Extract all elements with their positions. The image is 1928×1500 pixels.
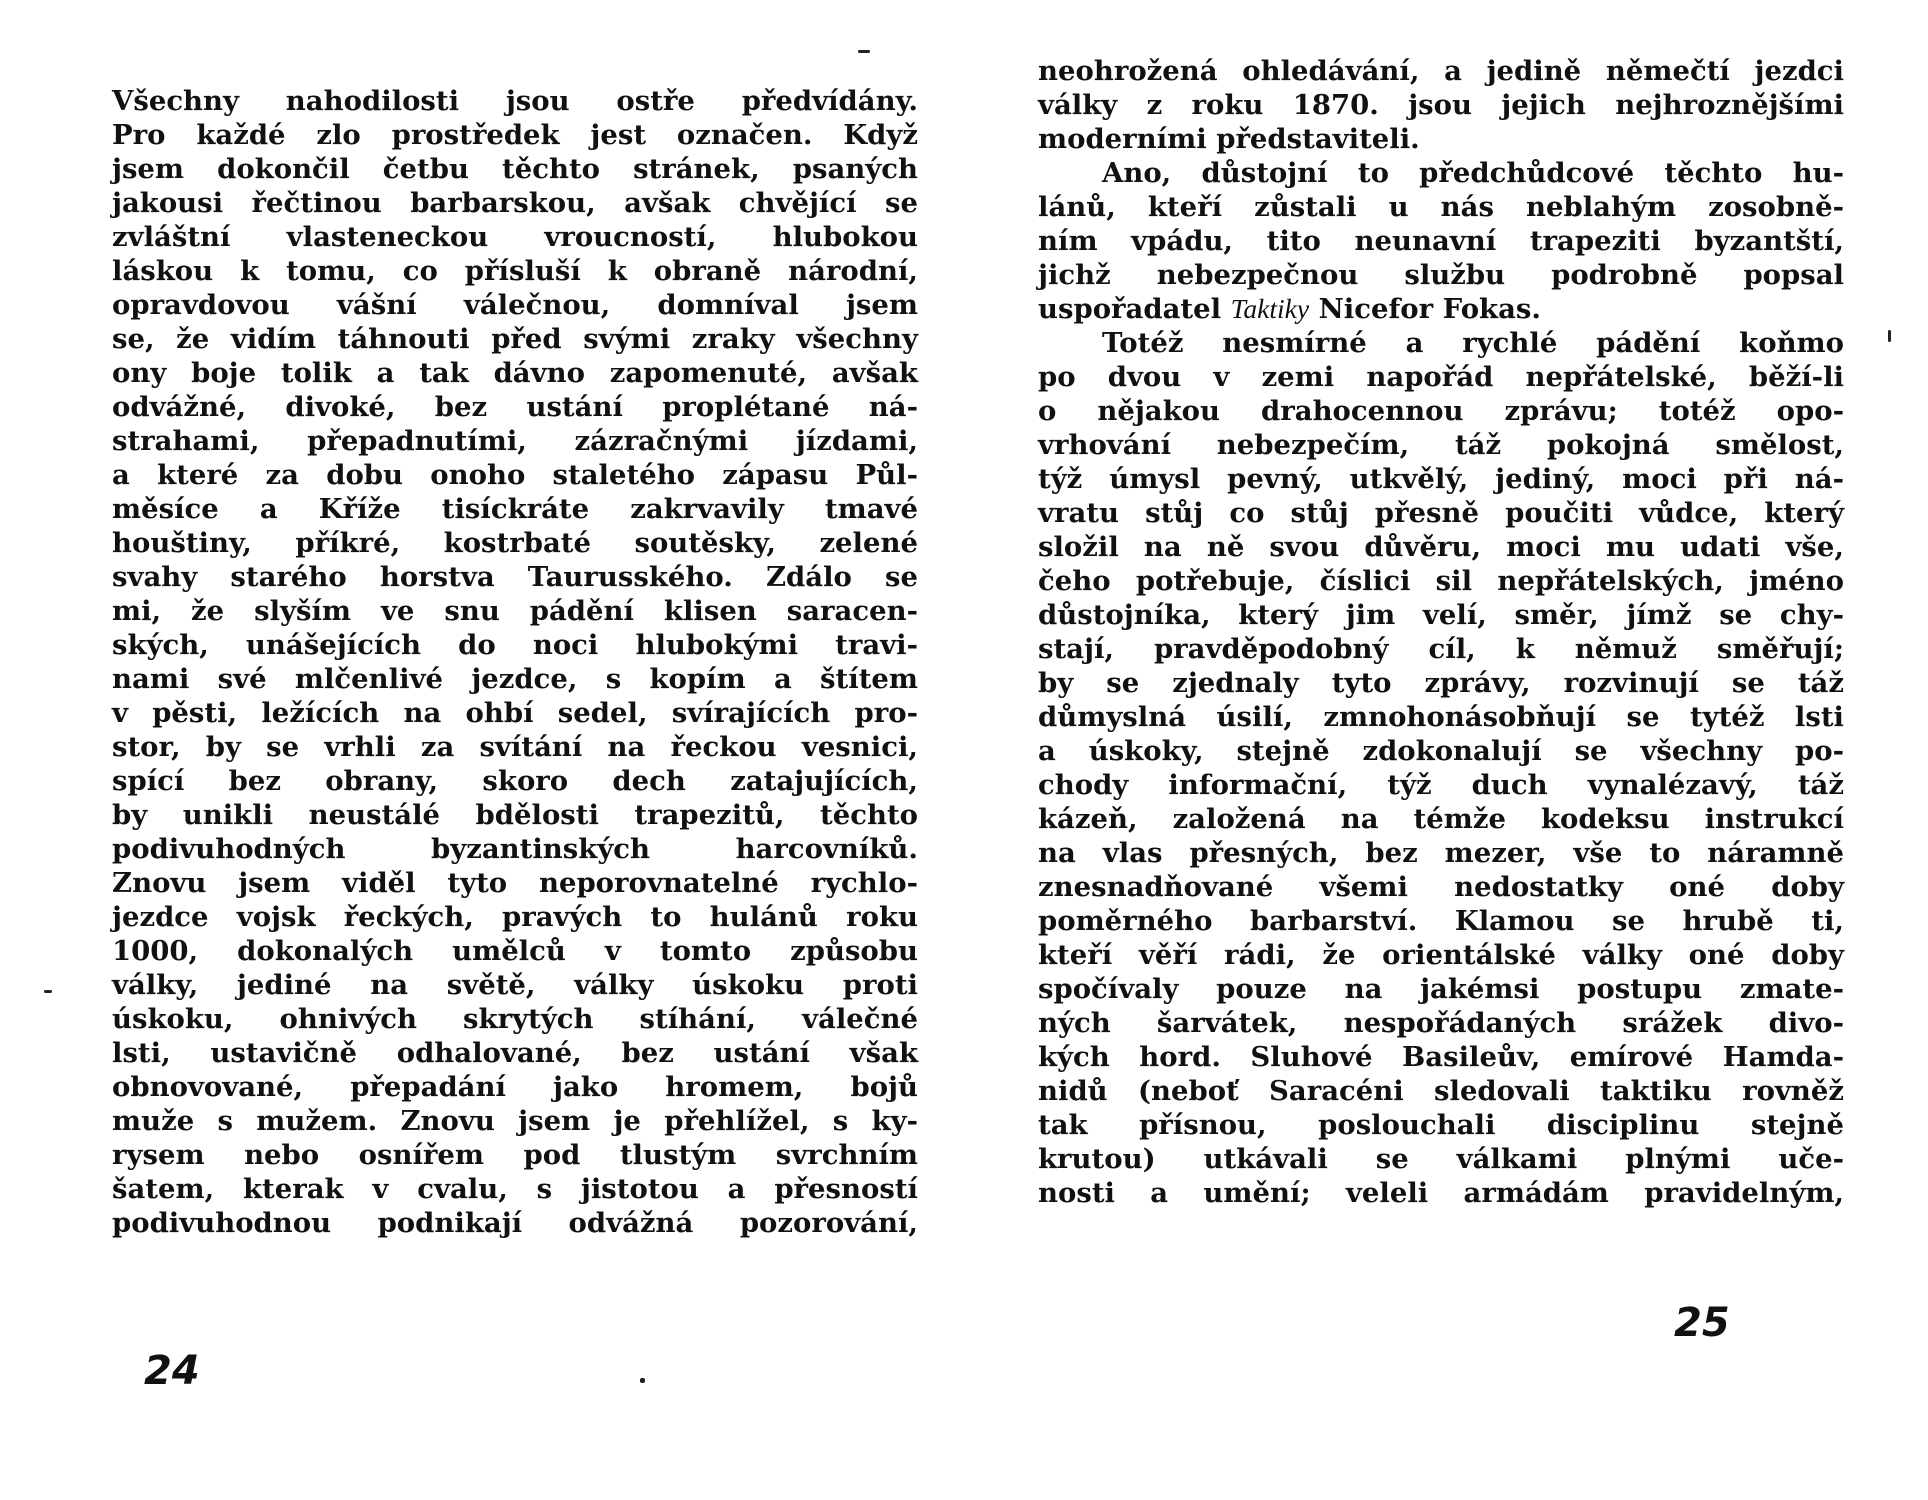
- text-line: ním vpádu, tito neunavní trapeziti byzantští,: [1038, 225, 1844, 257]
- text-line: jakousi řečtinou barbarskou, avšak chvějící se: [112, 187, 918, 219]
- text-line: války, jediné na světě, války úskoku proti: [112, 969, 918, 1001]
- text-line: mi, že slyším ve snu pádění klisen saracen-: [112, 595, 918, 627]
- text-line: kteří věří rádi, že orientálské války oné doby: [1038, 939, 1844, 971]
- text-line: moderními představiteli.: [1038, 123, 1420, 155]
- text-line: jichž nebezpečnou službu podrobně popsal: [1038, 259, 1844, 291]
- text-line: po dvou v zemi napořád nepřátelské, běží-li: [1038, 361, 1844, 393]
- left-page-text: [112, 84, 918, 1240]
- scan-speck: [44, 990, 52, 993]
- text-line: lánů, kteří zůstali u nás neblahým zosobně-: [1038, 191, 1844, 223]
- text-line: stor, by se vrhli za svítání na řeckou vesnici,: [112, 731, 918, 763]
- text-line: jezdce vojsk řeckých, pravých to hulánů roku: [112, 901, 918, 933]
- text-line: podivuhodných byzantinských harcovníků.: [112, 833, 918, 865]
- page-number-right: 25: [1674, 1300, 1730, 1346]
- text-line: v pěsti, ležících na ohbí sedel, svírajících pro-: [112, 697, 918, 729]
- text-line: úskoku, ohnivých skrytých stíhání, válečné: [112, 1003, 918, 1035]
- text-segment: Nicefor Fokas.: [1309, 293, 1541, 325]
- text-line: důstojníka, který jim velí, směr, jímž se chy-: [1038, 599, 1844, 631]
- text-line: znesnadňované všemi nedostatky oné doby: [1038, 871, 1844, 903]
- text-line: chody informační, týž duch vynalézavý, táž: [1038, 769, 1844, 801]
- text-segment: uspořadatel: [1038, 293, 1231, 325]
- text-line: 1000, dokonalých umělců v tomto způsobu: [112, 935, 918, 967]
- text-line: muže s mužem. Znovu jsem je přehlížel, s ky-: [112, 1105, 918, 1137]
- text-line: rysem nebo osnířem pod tlustým svrchním: [112, 1139, 918, 1171]
- text-line: nami své mlčenlivé jezdce, s kopím a štítem: [112, 663, 918, 695]
- text-line: spočívaly pouze na jakémsi postupu zmate-: [1038, 973, 1844, 1005]
- text-line: o nějakou drahocennou zprávu; totéž opo-: [1038, 395, 1844, 427]
- text-line: krutou) utkávali se válkami plnými uče-: [1038, 1143, 1844, 1175]
- text-line: a které za dobu onoho staletého zápasu Půl-: [112, 459, 918, 491]
- text-line: čeho potřebuje, číslici sil nepřátelských, jméno: [1038, 565, 1844, 597]
- text-line: šatem, kterak v cvalu, s jistotou a přesností: [112, 1173, 918, 1205]
- text-line: podivuhodnou podnikají odvážná pozorování,: [112, 1207, 918, 1239]
- text-line: na vlas přesných, bez mezer, vše to náramně: [1038, 837, 1844, 869]
- text-line: stají, pravděpodobný cíl, k němuž směřují;: [1038, 633, 1844, 665]
- scan-speck: [640, 1378, 645, 1383]
- text-line: Ano, důstojní to předchůdcové těchto hu-: [1102, 157, 1844, 189]
- text-line: houštiny, příkré, kostrbaté soutěsky, zelené: [112, 527, 918, 559]
- text-line: Totéž nesmírné a rychlé pádění koňmo: [1102, 327, 1844, 359]
- text-line: [1038, 292, 1844, 326]
- right-page-text: [1038, 54, 1844, 1210]
- text-line: lsti, ustavičně odhalované, bez ustání však: [112, 1037, 918, 1069]
- text-line: Všechny nahodilosti jsou ostře předvídány.: [112, 85, 918, 117]
- text-line: ony boje tolik a tak dávno zapomenuté, avšak: [112, 357, 918, 389]
- text-line: láskou k tomu, co přísluší k obraně národní,: [112, 255, 918, 287]
- text-line: se, že vidím táhnouti před svými zraky všechny: [112, 323, 918, 355]
- text-line: měsíce a Kříže tisíckráte zakrvavily tmavé: [112, 493, 918, 525]
- text-line: ných šarvátek, nespořádaných srážek divo-: [1038, 1007, 1844, 1039]
- page-number-left: 24: [144, 1348, 200, 1394]
- text-line: Pro každé zlo prostředek jest označen. Když: [112, 119, 918, 151]
- text-line: obnovované, přepadání jako hromem, bojů: [112, 1071, 918, 1103]
- text-line: odvážné, divoké, bez ustání proplétané ná-: [112, 391, 918, 423]
- text-line: války z roku 1870. jsou jejich nejhroznějšími: [1038, 89, 1844, 121]
- scan-speck: [858, 50, 870, 53]
- text-line: kých hord. Sluhové Basileův, emírové Hamda-: [1038, 1041, 1844, 1073]
- text-line: zvláštní vlasteneckou vroucností, hlubokou: [112, 221, 918, 253]
- text-line: opravdovou vášní válečnou, domníval jsem: [112, 289, 918, 321]
- text-line: by se zjednaly tyto zprávy, rozvinují se táž: [1038, 667, 1844, 699]
- text-line: strahami, přepadnutími, zázračnými jízdami,: [112, 425, 918, 457]
- text-line: týž úmysl pevný, utkvělý, jediný, moci při ná-: [1038, 463, 1844, 495]
- book-title-italic: Taktiky: [1230, 293, 1310, 324]
- text-line: by unikli neustálé bdělosti trapezitů, těchto: [112, 799, 918, 831]
- text-line: důmyslná úsilí, zmnohonásobňují se tytéž lsti: [1038, 701, 1844, 733]
- text-line: svahy starého horstva Taurusského. Zdálo se: [112, 561, 918, 593]
- text-line: spící bez obrany, skoro dech zatajujících,: [112, 765, 918, 797]
- text-line: nosti a umění; veleli armádám pravidelným,: [1038, 1177, 1844, 1209]
- text-line: tak přísnou, poslouchali disciplinu stejně: [1038, 1109, 1844, 1141]
- text-line: kázeň, založená na témže kodeksu instrukcí: [1038, 803, 1844, 835]
- text-line: vratu stůj co stůj přesně poučiti vůdce, který: [1038, 497, 1844, 529]
- text-line: jsem dokončil četbu těchto stránek, psaných: [112, 153, 918, 185]
- text-line: a úskoky, stejně zdokonalují se všechny po-: [1038, 735, 1844, 767]
- text-line: Znovu jsem viděl tyto neporovnatelné rychlo-: [112, 867, 918, 899]
- text-line: složil na ně svou důvěru, moci mu udati vše,: [1038, 531, 1844, 563]
- text-line: nidů (neboť Saracéni sledovali taktiku rovněž: [1038, 1075, 1844, 1107]
- right-page: [964, 0, 1928, 1500]
- text-line: neohrožená ohledávání, a jedině němečtí jezdci: [1038, 55, 1844, 87]
- scan-speck: [1888, 330, 1891, 342]
- text-line: ských, unášejících do noci hlubokými travi-: [112, 629, 918, 661]
- text-line: poměrného barbarství. Klamou se hrubě ti,: [1038, 905, 1844, 937]
- text-line: vrhování nebezpečím, táž pokojná smělost,: [1038, 429, 1844, 461]
